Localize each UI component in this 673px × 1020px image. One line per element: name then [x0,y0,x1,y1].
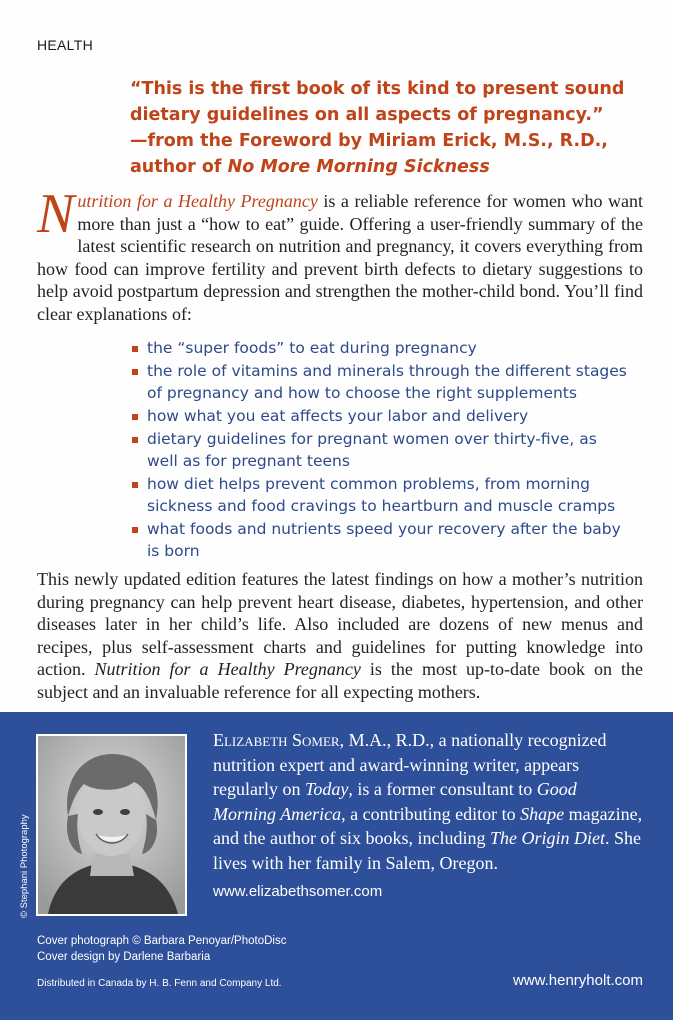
author-bio: Elizabeth Somer, M.A., R.D., a nationally recognized nutrition expert and award-winning writer, appears regularly on Today, is a former consultant to Good Morning America, a contributing editor to Shape magazine, and the author of six books, including The Origin Diet. She lives with her family in Salem, Oregon. [213,730,643,873]
author-name: Elizabeth Somer [213,730,340,750]
distribution-note: Distributed in Canada by H. B. Fenn and Company Ltd. [37,978,282,989]
list-item: how what you eat affects your labor and delivery [130,405,630,427]
quote-attribution: —from the Foreword by Miriam Erick, M.S., R.D., [130,131,608,151]
drop-cap: N [37,183,75,245]
list-item: what foods and nutrients speed your recovery after the baby is born [130,518,630,562]
bullet-square-icon [132,482,138,488]
endorsement-quote [130,76,650,180]
quote-author-book: No More Morning Sickness [227,157,490,177]
author-portrait-icon [38,736,185,914]
photo-credit: © Stephani Photography [19,814,30,918]
cover-photo-credit: Cover photograph © Barbara Penoyar/PhotoDisc [37,935,287,947]
bullet-square-icon [132,414,138,420]
list-item: the “super foods” to eat during pregnancy [130,337,630,359]
bullet-square-icon [132,437,138,443]
cover-design-credit: Cover design by Darlene Barbaria [37,950,211,963]
update-book-title: Nutrition for a Healthy Pregnancy [94,659,361,680]
list-item: the role of vitamins and minerals through the different stages of pregnancy and how to choose the right supplements [130,360,630,404]
update-text-end: is the most up-to-date book on the subject and an invaluable reference for all expecting mothers. [37,659,643,702]
bullet-square-icon [132,346,138,352]
list-item: how diet helps prevent common problems, from morning sickness and food cravings to heartburn and muscle cramps [130,473,630,517]
author-website-link[interactable]: www.elizabethsomer.com [213,883,383,900]
author-photo [38,736,185,914]
publisher-website-link[interactable]: www.henryholt.com [512,972,643,989]
quote-text: “This is the first book of its kind to present sound dietary guidelines on all aspects of pregnancy.” [130,79,625,125]
intro-text: is a reliable reference for women who want more than just a “how to eat” guide. Offering a user-friendly summary of the latest scientific research on nutrition and pregnancy, it covers everything from how food can improve fertility and prevent birth defects to dietary suggestions to help avoid postpartum depression and strengthen the mother-child bond. You’ll find clear explanations of: [37,191,644,324]
update-text: This newly updated edition features the latest findings on how a mother’s nutrition during pregnancy can help prevent heart disease, diabetes, hypertension, and other diseases later in her child’s life. Also included are dozens of new menus and recipes, plus self-assessment charts and guidelines for putting knowledge into action. [37,569,643,680]
topics-list [130,337,630,563]
bullet-square-icon [132,369,138,375]
intro-book-title: utrition for a Healthy Pregnancy [77,191,318,211]
list-item: dietary guidelines for pregnant women over thirty-five, as well as for pregnant teens [130,428,630,472]
category-label: HEALTH [37,37,93,53]
cover-credits [37,934,286,965]
quote-author-prefix: author of [130,157,228,177]
bullet-square-icon [132,527,138,533]
update-paragraph [37,568,643,704]
intro-paragraph [37,183,644,326]
quote-author [130,157,490,177]
